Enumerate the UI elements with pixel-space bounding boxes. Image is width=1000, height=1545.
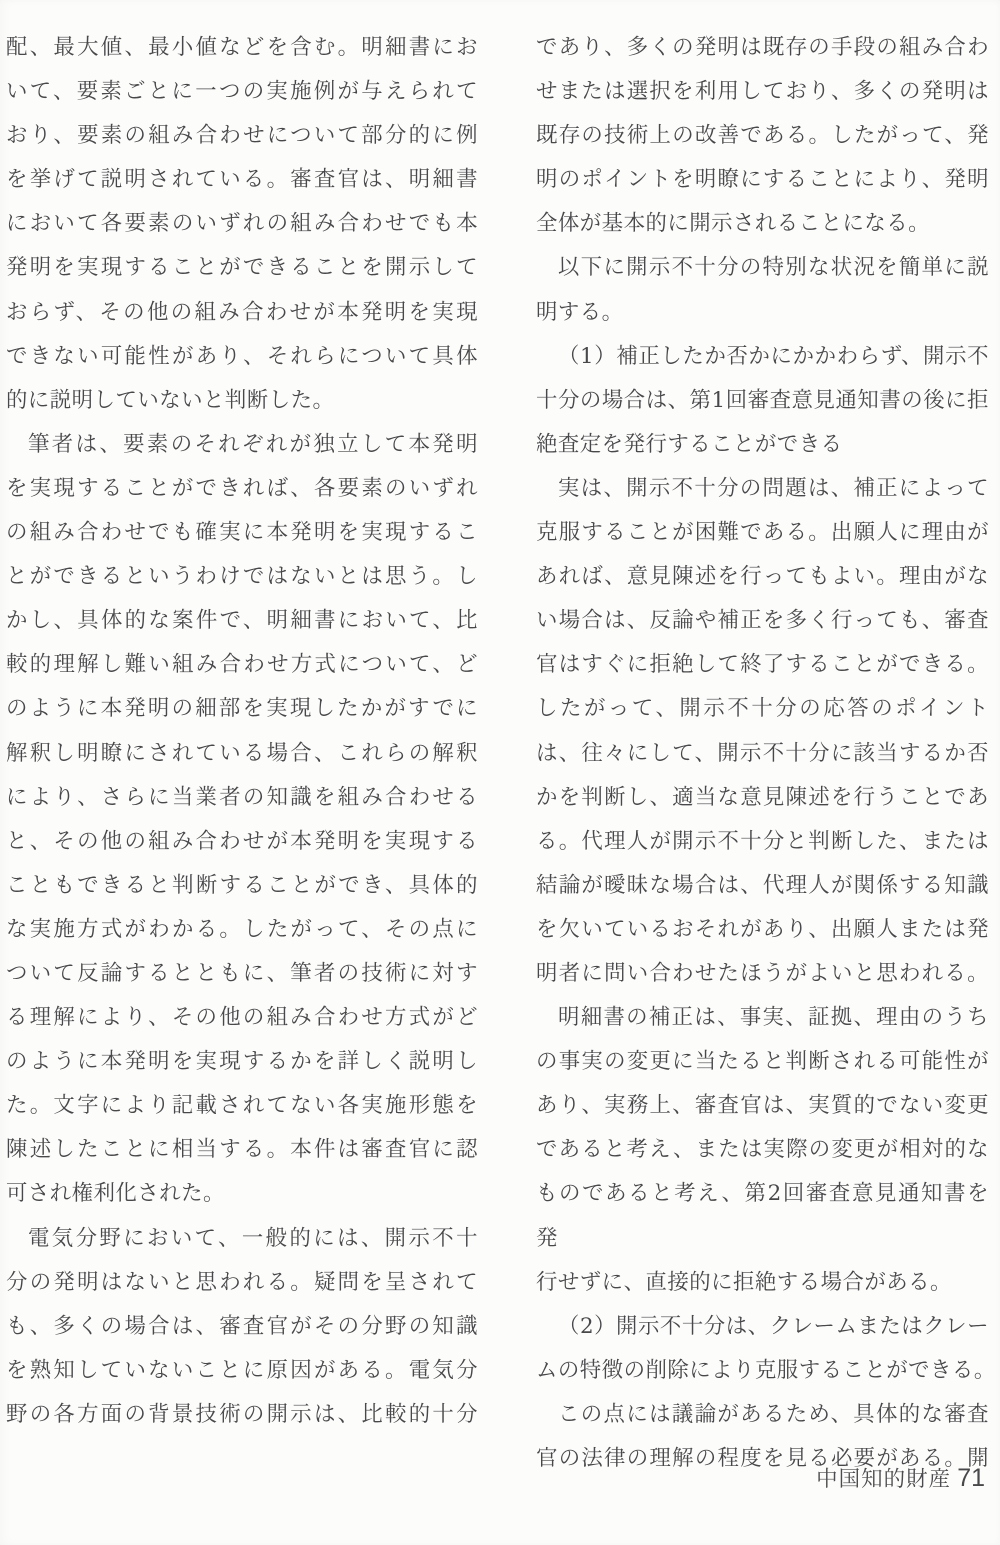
paragraph — [536, 1305, 996, 1393]
text-line: 明細書の補正は、事実、証拠、理由のうち — [558, 1005, 989, 1031]
text-line: 野の各方面の背景技術の開示は、比較的十分 — [6, 1401, 478, 1427]
paragraph — [6, 26, 478, 423]
text-line: と、その他の組み合わせが本発明を実現する — [6, 828, 478, 854]
text-line: 結論が曖昧な場合は、代理人が関係する知識 — [536, 872, 989, 898]
text-line: こともできると判断することができ、具体的 — [6, 872, 478, 898]
text-line: を挙げて説明されている。審査官は、明細書 — [6, 167, 478, 193]
text-line: 十分の場合は、第1回審査意見通知書の後に拒 — [536, 387, 989, 413]
text-line: を欠いているおそれがあり、出願人または発 — [536, 916, 989, 942]
text-line: 配、最大値、最小値などを含む。明細書にお — [6, 35, 478, 60]
text-line: せまたは選択を利用しており、多くの発明は — [536, 79, 989, 105]
text-line: な実施方式がわかる。したがって、その点に — [6, 916, 478, 942]
text-line: 陳述したことに相当する。本件は審査官に認 — [6, 1137, 478, 1163]
text-line: 官はすぐに拒絶して終了することができる。 — [536, 652, 989, 678]
page-number: 71 — [957, 1464, 985, 1492]
text-line: 電気分野において、一般的には、開示不十 — [28, 1225, 478, 1251]
text-line: あれば、意見陳述を行ってもよい。理由がな — [536, 564, 989, 590]
text-line: （1）補正したか否かにかかわらず、開示不 — [558, 343, 989, 369]
text-line: 明のポイントを明瞭にすることにより、発明 — [536, 167, 989, 193]
text-line: 行せずに、直接的に拒絶する場合がある。 — [536, 1269, 952, 1295]
text-line: とができるというわけではないとは思う。し — [6, 564, 478, 590]
text-line: したがって、開示不十分の応答のポイント — [536, 696, 989, 722]
text-line: る理解により、その他の組み合わせ方式がど — [6, 1005, 478, 1031]
text-column-right — [536, 26, 996, 1481]
text-line: この点には議論があるため、具体的な審査 — [558, 1401, 989, 1427]
text-line: ついて反論するとともに、筆者の技術に対す — [6, 960, 478, 986]
text-line: ムの特徴の削除により克服することができる。 — [536, 1357, 996, 1383]
text-line: できない可能性があり、それらについて具体 — [6, 343, 478, 369]
paragraph — [536, 246, 989, 334]
text-line: の組み合わせでも確実に本発明を実現するこ — [6, 520, 478, 546]
text-line: も、多くの場合は、審査官がその分野の知識 — [6, 1313, 478, 1339]
text-line: 的に説明していないと判断した。 — [6, 387, 335, 413]
text-column-left — [6, 26, 478, 1437]
paragraph — [536, 335, 989, 467]
text-line: 実は、開示不十分の問題は、補正によって — [558, 475, 989, 501]
text-line: のように本発明の細部を実現したかがすでに — [6, 696, 478, 722]
paragraph — [536, 26, 989, 246]
text-line: 発明を実現することができることを開示して — [6, 255, 478, 281]
text-line: を熟知していないことに原因がある。電気分 — [6, 1357, 478, 1383]
text-line: 較的理解し難い組み合わせ方式について、ど — [6, 652, 478, 678]
text-line: であると考え、または実際の変更が相対的な — [536, 1137, 989, 1163]
text-line: 官の法律の理解の程度を見る必要がある。開 — [536, 1446, 989, 1471]
text-line: 絶査定を発行することができる — [536, 431, 843, 457]
text-line: 筆者は、要素のそれぞれが独立して本発明 — [28, 431, 478, 457]
text-line: あり、実務上、審査官は、実質的でない変更 — [536, 1093, 989, 1119]
text-line: 明する。 — [536, 299, 624, 325]
text-line: 克服することが困難である。出願人に理由が — [536, 520, 989, 546]
text-line: おり、要素の組み合わせについて部分的に例 — [6, 123, 478, 149]
text-line: において各要素のいずれの組み合わせでも本 — [6, 211, 478, 237]
text-line: かし、具体的な案件で、明細書において、比 — [6, 608, 478, 634]
text-line: であり、多くの発明は既存の手段の組み合わ — [536, 35, 989, 60]
text-line: 明者に問い合わせたほうがよいと思われる。 — [536, 960, 989, 986]
text-line: （2）開示不十分は、クレームまたはクレー — [558, 1313, 989, 1339]
journal-title: 中国知的財産 — [816, 1467, 952, 1492]
text-line: る。代理人が開示不十分と判断した、または — [536, 828, 989, 854]
text-line: 可され権利化された。 — [6, 1181, 225, 1207]
text-line: いて、要素ごとに一つの実施例が与えられて — [6, 79, 478, 105]
text-line: 全体が基本的に開示されることになる。 — [536, 211, 931, 237]
text-line: により、さらに当業者の知識を組み合わせる — [6, 784, 478, 810]
text-line: おらず、その他の組み合わせが本発明を実現 — [6, 299, 478, 325]
text-line: 以下に開示不十分の特別な状況を簡単に説 — [558, 255, 989, 281]
paragraph — [536, 996, 989, 1305]
text-line: を実現することができれば、各要素のいずれ — [6, 475, 478, 501]
text-line: かを判断し、適当な意見陳述を行うことであ — [536, 784, 989, 810]
text-line: 既存の技術上の改善である。したがって、発 — [536, 123, 989, 149]
text-line: 分の発明はないと思われる。疑問を呈されて — [6, 1269, 478, 1295]
text-line: ものであると考え、第2回審査意見通知書を発 — [536, 1181, 989, 1251]
text-line: は、往々にして、開示不十分に該当するか否 — [536, 740, 989, 766]
text-line: 解釈し明瞭にされている場合、これらの解釈 — [6, 740, 478, 766]
text-line: た。文字により記載されてない各実施形態を — [6, 1093, 478, 1119]
page-footer — [816, 1458, 985, 1500]
text-line: のように本発明を実現するかを詳しく説明し — [6, 1049, 478, 1075]
text-line: い場合は、反論や補正を多く行っても、審査 — [536, 608, 989, 634]
paragraph — [6, 423, 478, 1217]
paragraph — [536, 467, 989, 996]
text-line: の事実の変更に当たると判断される可能性が — [536, 1049, 989, 1075]
paragraph — [6, 1217, 478, 1437]
